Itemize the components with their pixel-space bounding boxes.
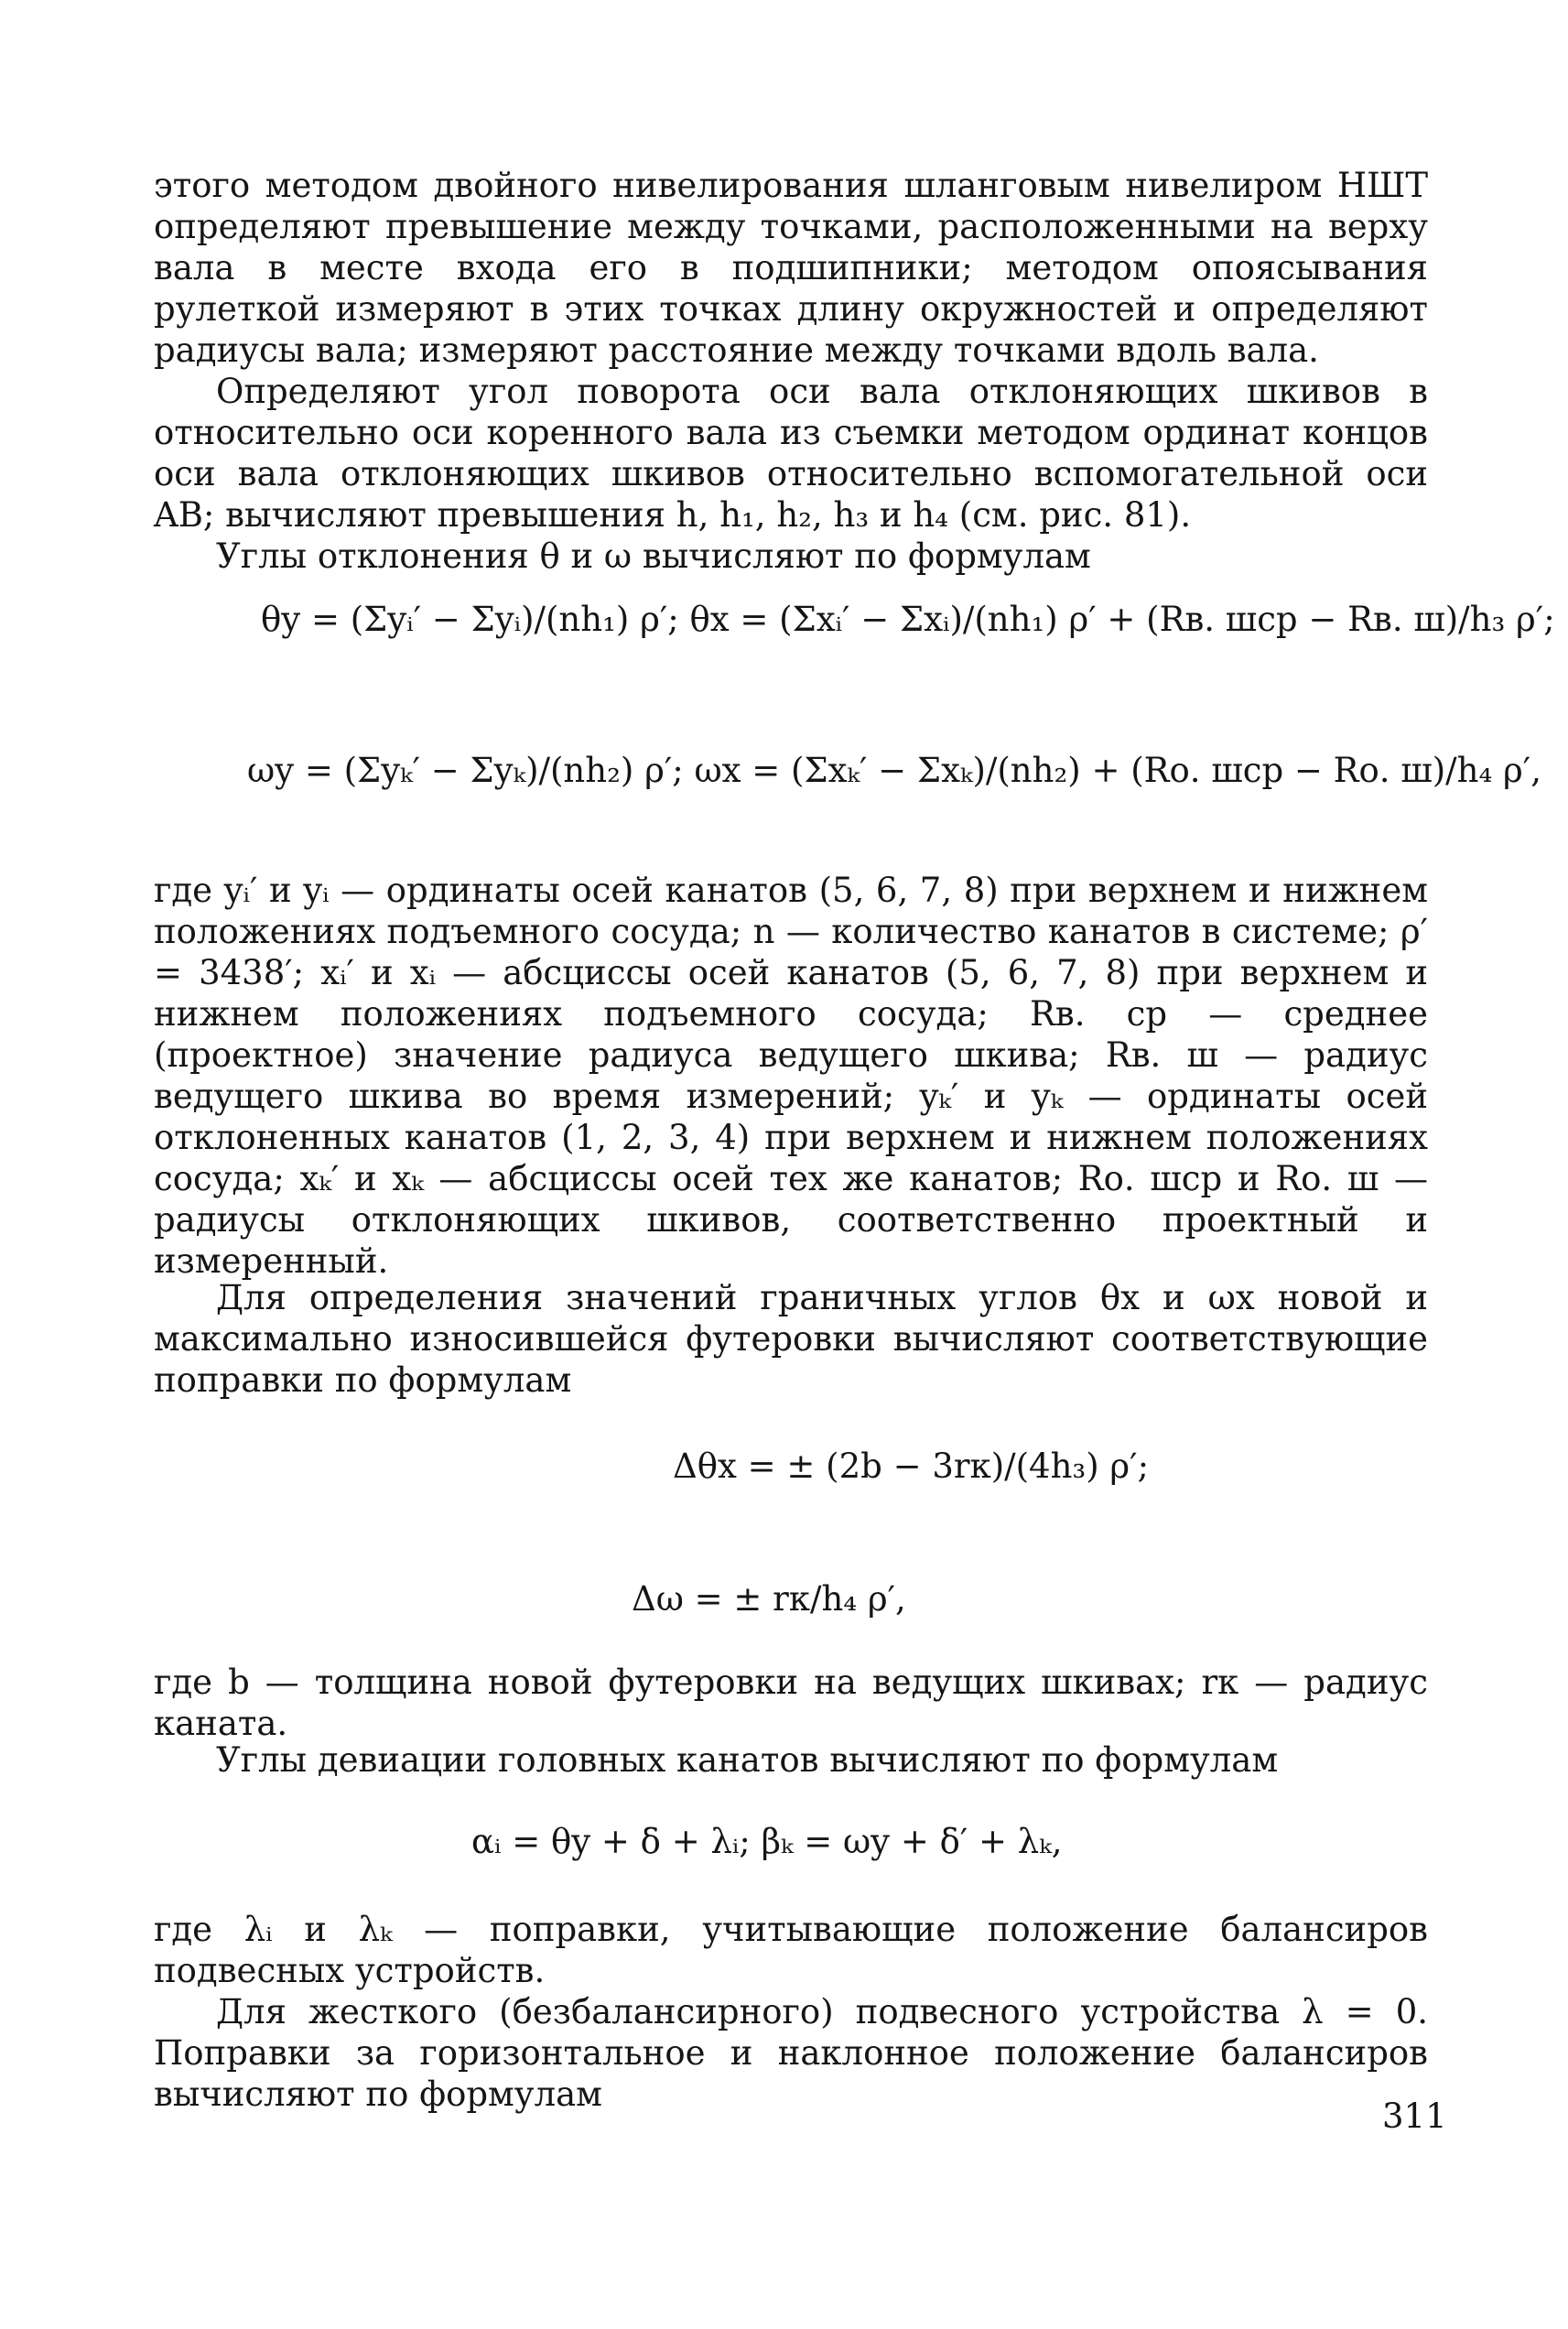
formula-delta-omega (632, 1579, 906, 1619)
formula-delta-omega-text: Δω = ± rк/h₄ ρ′, (632, 1579, 906, 1619)
paragraph-3 (154, 536, 1428, 577)
formula-omega (247, 751, 1541, 790)
paragraph-7 (154, 1739, 1428, 1781)
paragraph-3-text: Углы отклонения θ и ω вычисляют по формулам (216, 536, 1091, 576)
paragraph-9 (154, 1991, 1428, 2115)
page-number: 311 (1382, 2096, 1447, 2136)
formula-theta (261, 600, 1555, 639)
paragraph-4-text: где yᵢ′ и yᵢ — ординаты осей канатов (5, 6, 7, 8) при верхнем и нижнем положениях подъемного сосуда; n — количество канатов в системе; ρ′ = 3438′; xᵢ′ и xᵢ — абсциссы осей канатов (5, 6, 7, 8) при верхнем и нижнем положениях подъемного сосуда; Rв. ср — среднее (проектное) значение радиуса ведущего шкива; Rв. ш — радиус ведущего шкива во время измерений; yₖ′ и yₖ — ординаты осей отклоненных канатов (1, 2, 3, 4) при верхнем и нижнем положениях сосуда; xₖ′ и xₖ — абсциссы осей тех же канатов; Rо. шср и Rо. ш — радиусы отклоняющих шкивов, соответственно проектный и измеренный. (154, 871, 1428, 1281)
formula-delta-theta-text: Δθx = ± (2b − 3rк)/(4h₃) ρ′; (673, 1446, 1150, 1486)
paragraph-7-text: Углы девиации головных канатов вычисляют по формулам (216, 1740, 1279, 1780)
paragraph-8-text: где λᵢ и λₖ — поправки, учитывающие положение балансиров подвесных устройств. (154, 1910, 1428, 1990)
paragraph-4 (154, 870, 1428, 1282)
formula-alpha-beta (471, 1822, 1063, 1861)
paragraph-6-text: где b — толщина новой футеровки на ведущих шкивах; rк — радиус каната. (154, 1663, 1428, 1743)
formula-alpha-beta-text: αᵢ = θy + δ + λᵢ; βₖ = ωy + δ′ + λₖ, (471, 1822, 1063, 1861)
paragraph-8 (154, 1909, 1428, 1991)
paragraph-1-text: этого методом двойного нивелирования шланговым нивелиром НШТ определяют превышение между точками, расположенными на верху вала в месте входа его в подшипники; методом опоясывания рулеткой измеряют в этих точках длину окружностей и определяют радиусы вала; измеряют расстояние между точками вдоль вала. (154, 166, 1428, 370)
formula-theta-text: θy = (Σyᵢ′ − Σyᵢ)/(nh₁) ρ′; θx = (Σxᵢ′ − Σxᵢ)/(nh₁) ρ′ + (Rв. шср − Rв. ш)/h₃ ρ′; (261, 600, 1555, 639)
paragraph-5-text: Для определения значений граничных углов θx и ωx новой и максимально износившейся футеровки вычисляют соответствующие поправки по формулам (154, 1278, 1428, 1400)
paragraph-5 (154, 1277, 1428, 1401)
paragraph-2 (154, 371, 1428, 536)
formula-omega-text: ωy = (Σyₖ′ − Σyₖ)/(nh₂) ρ′; ωx = (Σxₖ′ − Σxₖ)/(nh₂) + (Rо. шср − Rо. ш)/h₄ ρ′, (247, 751, 1541, 790)
paragraph-9-text: Для жесткого (безбалансирного) подвесного устройства λ = 0. Поправки за горизонтальное и наклонное положение балансиров вычисляют по формулам (154, 1992, 1428, 2114)
formula-delta-theta (673, 1446, 1149, 1486)
paragraph-2-text: Определяют угол поворота оси вала отклоняющих шкивов в относительно оси коренного вала из съемки методом ординат концов оси вала отклоняющих шкивов относительно вспомогательной оси AB; вычисляют превышения h, h₁, h₂, h₃ и h₄ (см. рис. 81). (154, 372, 1428, 535)
paragraph-1 (154, 165, 1428, 371)
paragraph-6 (154, 1662, 1428, 1744)
